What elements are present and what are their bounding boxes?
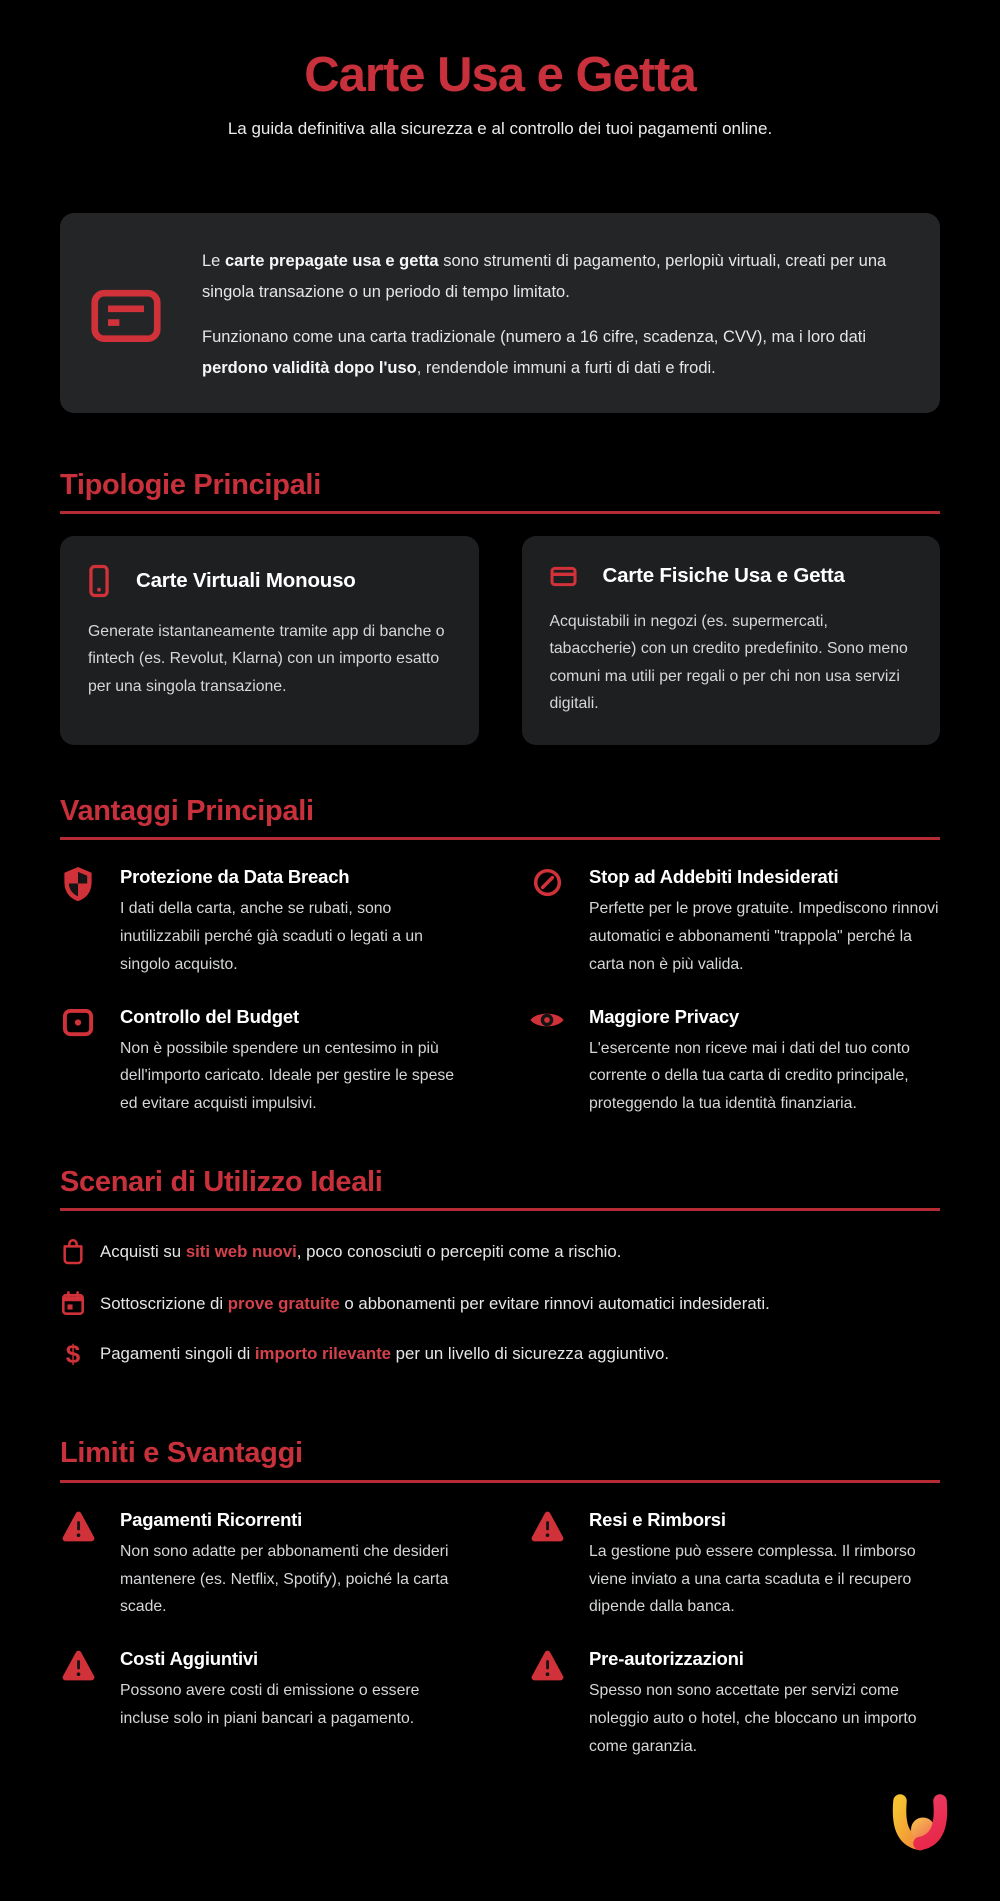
text-segment: Pagamenti singoli di [100, 1344, 255, 1364]
tipologie-cards [60, 536, 940, 745]
text-segment: Funzionano come una carta tradizionale (numero a 16 cifre, scadenza, CVV), ma i loro dati [202, 327, 867, 346]
text-segment: perdono validità dopo l'uso [202, 358, 417, 377]
text-segment: importo rilevante [254, 1344, 392, 1364]
intro-card [60, 213, 940, 413]
warning-icon [60, 1510, 96, 1542]
feature-body: Perfette per le prove gratuite. Impediscono rinnovi automatici e abbonamenti "trappola" perché la carta non è più valida. [589, 900, 939, 973]
section-heading-limiti: Limiti e Svantaggi [60, 1437, 303, 1470]
feature-title: Controllo del Budget [120, 1005, 299, 1027]
scenario-text [100, 1242, 621, 1262]
card-title: Carte Fisiche Usa e Getta [602, 564, 845, 588]
limiti-grid [60, 1509, 940, 1761]
page-subtitle: La guida definitiva alla sicurezza e al controllo dei tuoi pagamenti online. [227, 118, 773, 138]
calendar-icon [60, 1290, 86, 1317]
text-segment: carte prepagate usa e getta [224, 251, 439, 270]
u-gradient-logo [886, 1791, 954, 1857]
feature-text [120, 1648, 471, 1733]
feature-body: Spesso non sono accettate per servizi come noleggio auto o hotel, che bloccano un importo come garanzia. [589, 1682, 917, 1755]
scenario-item-prove-gratuite [60, 1290, 940, 1317]
feature-data-breach [60, 866, 471, 978]
feature-title: Pagamenti Ricorrenti [120, 1508, 303, 1530]
dollar-icon [60, 1341, 86, 1367]
feature-text [120, 1006, 471, 1118]
text-segment: per un livello di sicurezza aggiuntivo. [391, 1344, 669, 1364]
feature-text [120, 866, 471, 978]
limit-resi-rimborsi [529, 1509, 940, 1621]
limit-pre-autorizzazioni [529, 1648, 940, 1760]
feature-title: Pre-autorizzazioni [589, 1648, 744, 1670]
feature-body: La gestione può essere complessa. Il rimborso viene inviato a una carta scaduta e il recupero dipende dalla banca. [589, 1542, 916, 1616]
feature-text [120, 1509, 471, 1621]
page-title: Carte Usa e Getta [304, 48, 696, 102]
intro-paragraph-2 [202, 322, 912, 384]
section-heading-scenari: Scenari di Utilizzo Ideali [60, 1166, 383, 1199]
text-segment: , rendendole immuni a furti di dati e frodi. [416, 358, 716, 377]
scenario-text [100, 1294, 770, 1314]
feature-title: Maggiore Privacy [589, 1005, 740, 1027]
intro-paragraph-1 [202, 246, 912, 308]
section-divider [60, 1208, 940, 1211]
feature-text [589, 1509, 940, 1621]
feature-title: Costi Aggiuntivi [120, 1648, 258, 1670]
scenari-list [60, 1237, 940, 1367]
shield-icon [60, 867, 96, 901]
scenario-item-importo-rilevante [60, 1341, 940, 1367]
feature-title: Protezione da Data Breach [120, 866, 350, 888]
section-heading-vantaggi: Vantaggi Principali [60, 794, 314, 827]
feature-body: L'esercente non riceve mai i dati del tuo conto corrente o della tua carta di credito principale, proteggendo la tua identità finanziaria. [589, 1039, 910, 1113]
text-segment: Sottoscrizione di [100, 1293, 228, 1313]
feature-text [589, 1648, 940, 1760]
text-segment: siti web nuovi [185, 1241, 297, 1261]
ban-icon [529, 867, 565, 898]
feature-body: Possono avere costi di emissione o essere incluse solo in piani bancari a pagamento. [120, 1682, 420, 1727]
feature-stop-addebiti [529, 866, 940, 978]
intro-text [202, 246, 912, 384]
eye-icon [529, 1007, 565, 1033]
warning-icon [60, 1649, 96, 1681]
section-divider [60, 1480, 940, 1483]
section-heading-tipologie: Tipologie Principali [60, 468, 321, 501]
feature-privacy [529, 1006, 940, 1118]
feature-controllo-budget [60, 1006, 471, 1118]
card-body: Acquistabili in negozi (es. supermercati, tabaccherie) con un credito predefinito. Sono meno comuni ma utili per regali o per chi non usa servizi digitali. [549, 613, 908, 712]
text-segment: prove gratuite [227, 1293, 340, 1313]
feature-body: I dati della carta, anche se rubati, sono inutilizzabili perché già scaduti o legati a un singolo acquisto. [120, 900, 423, 973]
card-carte-virtuali [60, 536, 479, 745]
vantaggi-grid [60, 866, 940, 1118]
smartphone-icon [88, 564, 110, 598]
card-title: Carte Virtuali Monouso [136, 569, 356, 593]
warning-icon [529, 1510, 565, 1542]
feature-text [589, 866, 940, 978]
limit-costi-aggiuntivi [60, 1648, 471, 1760]
credit-card-icon [90, 276, 162, 354]
limit-pagamenti-ricorrenti [60, 1509, 471, 1621]
feature-body: Non è possibile spendere un centesimo in più dell'importo caricato. Ideale per gestire le spese ed evitare acquisti impulsivi. [120, 1039, 455, 1113]
text-segment: o abbonamenti per evitare rinnovi automatici indesiderati. [339, 1293, 770, 1313]
infographic-page [0, 48, 1000, 1901]
scenario-item-acquisti [60, 1237, 940, 1266]
feature-title: Stop ad Addebiti Indesiderati [589, 866, 839, 888]
scenario-text [100, 1344, 669, 1364]
text-segment: Acquisti su [100, 1241, 186, 1261]
credit-card-icon [550, 565, 577, 588]
wallet-icon [60, 1007, 96, 1038]
text-segment: Le [202, 251, 225, 270]
feature-title: Resi e Rimborsi [589, 1508, 726, 1530]
card-body: Generate istantaneamente tramite app di banche o fintech (es. Revolut, Klarna) con un importo esatto per una singola transazione. [88, 623, 445, 695]
content-container [60, 48, 940, 1761]
section-divider [60, 511, 940, 514]
feature-body: Non sono adatte per abbonamenti che desideri mantenere (es. Netflix, Spotify), poiché la carta scade. [120, 1542, 449, 1616]
section-divider [60, 837, 940, 840]
feature-text [589, 1006, 940, 1118]
warning-icon [529, 1649, 565, 1681]
text-segment: , poco conosciuti o percepiti come a rischio. [296, 1241, 622, 1261]
card-carte-fisiche [522, 536, 941, 745]
card-header [550, 564, 913, 588]
card-header [88, 564, 451, 598]
shopping-bag-icon [60, 1237, 86, 1266]
text-segment: sono strumenti di pagamento, perlopiù virtuali, creati per una singola transazione o un periodo di tempo limitato. [202, 251, 887, 301]
